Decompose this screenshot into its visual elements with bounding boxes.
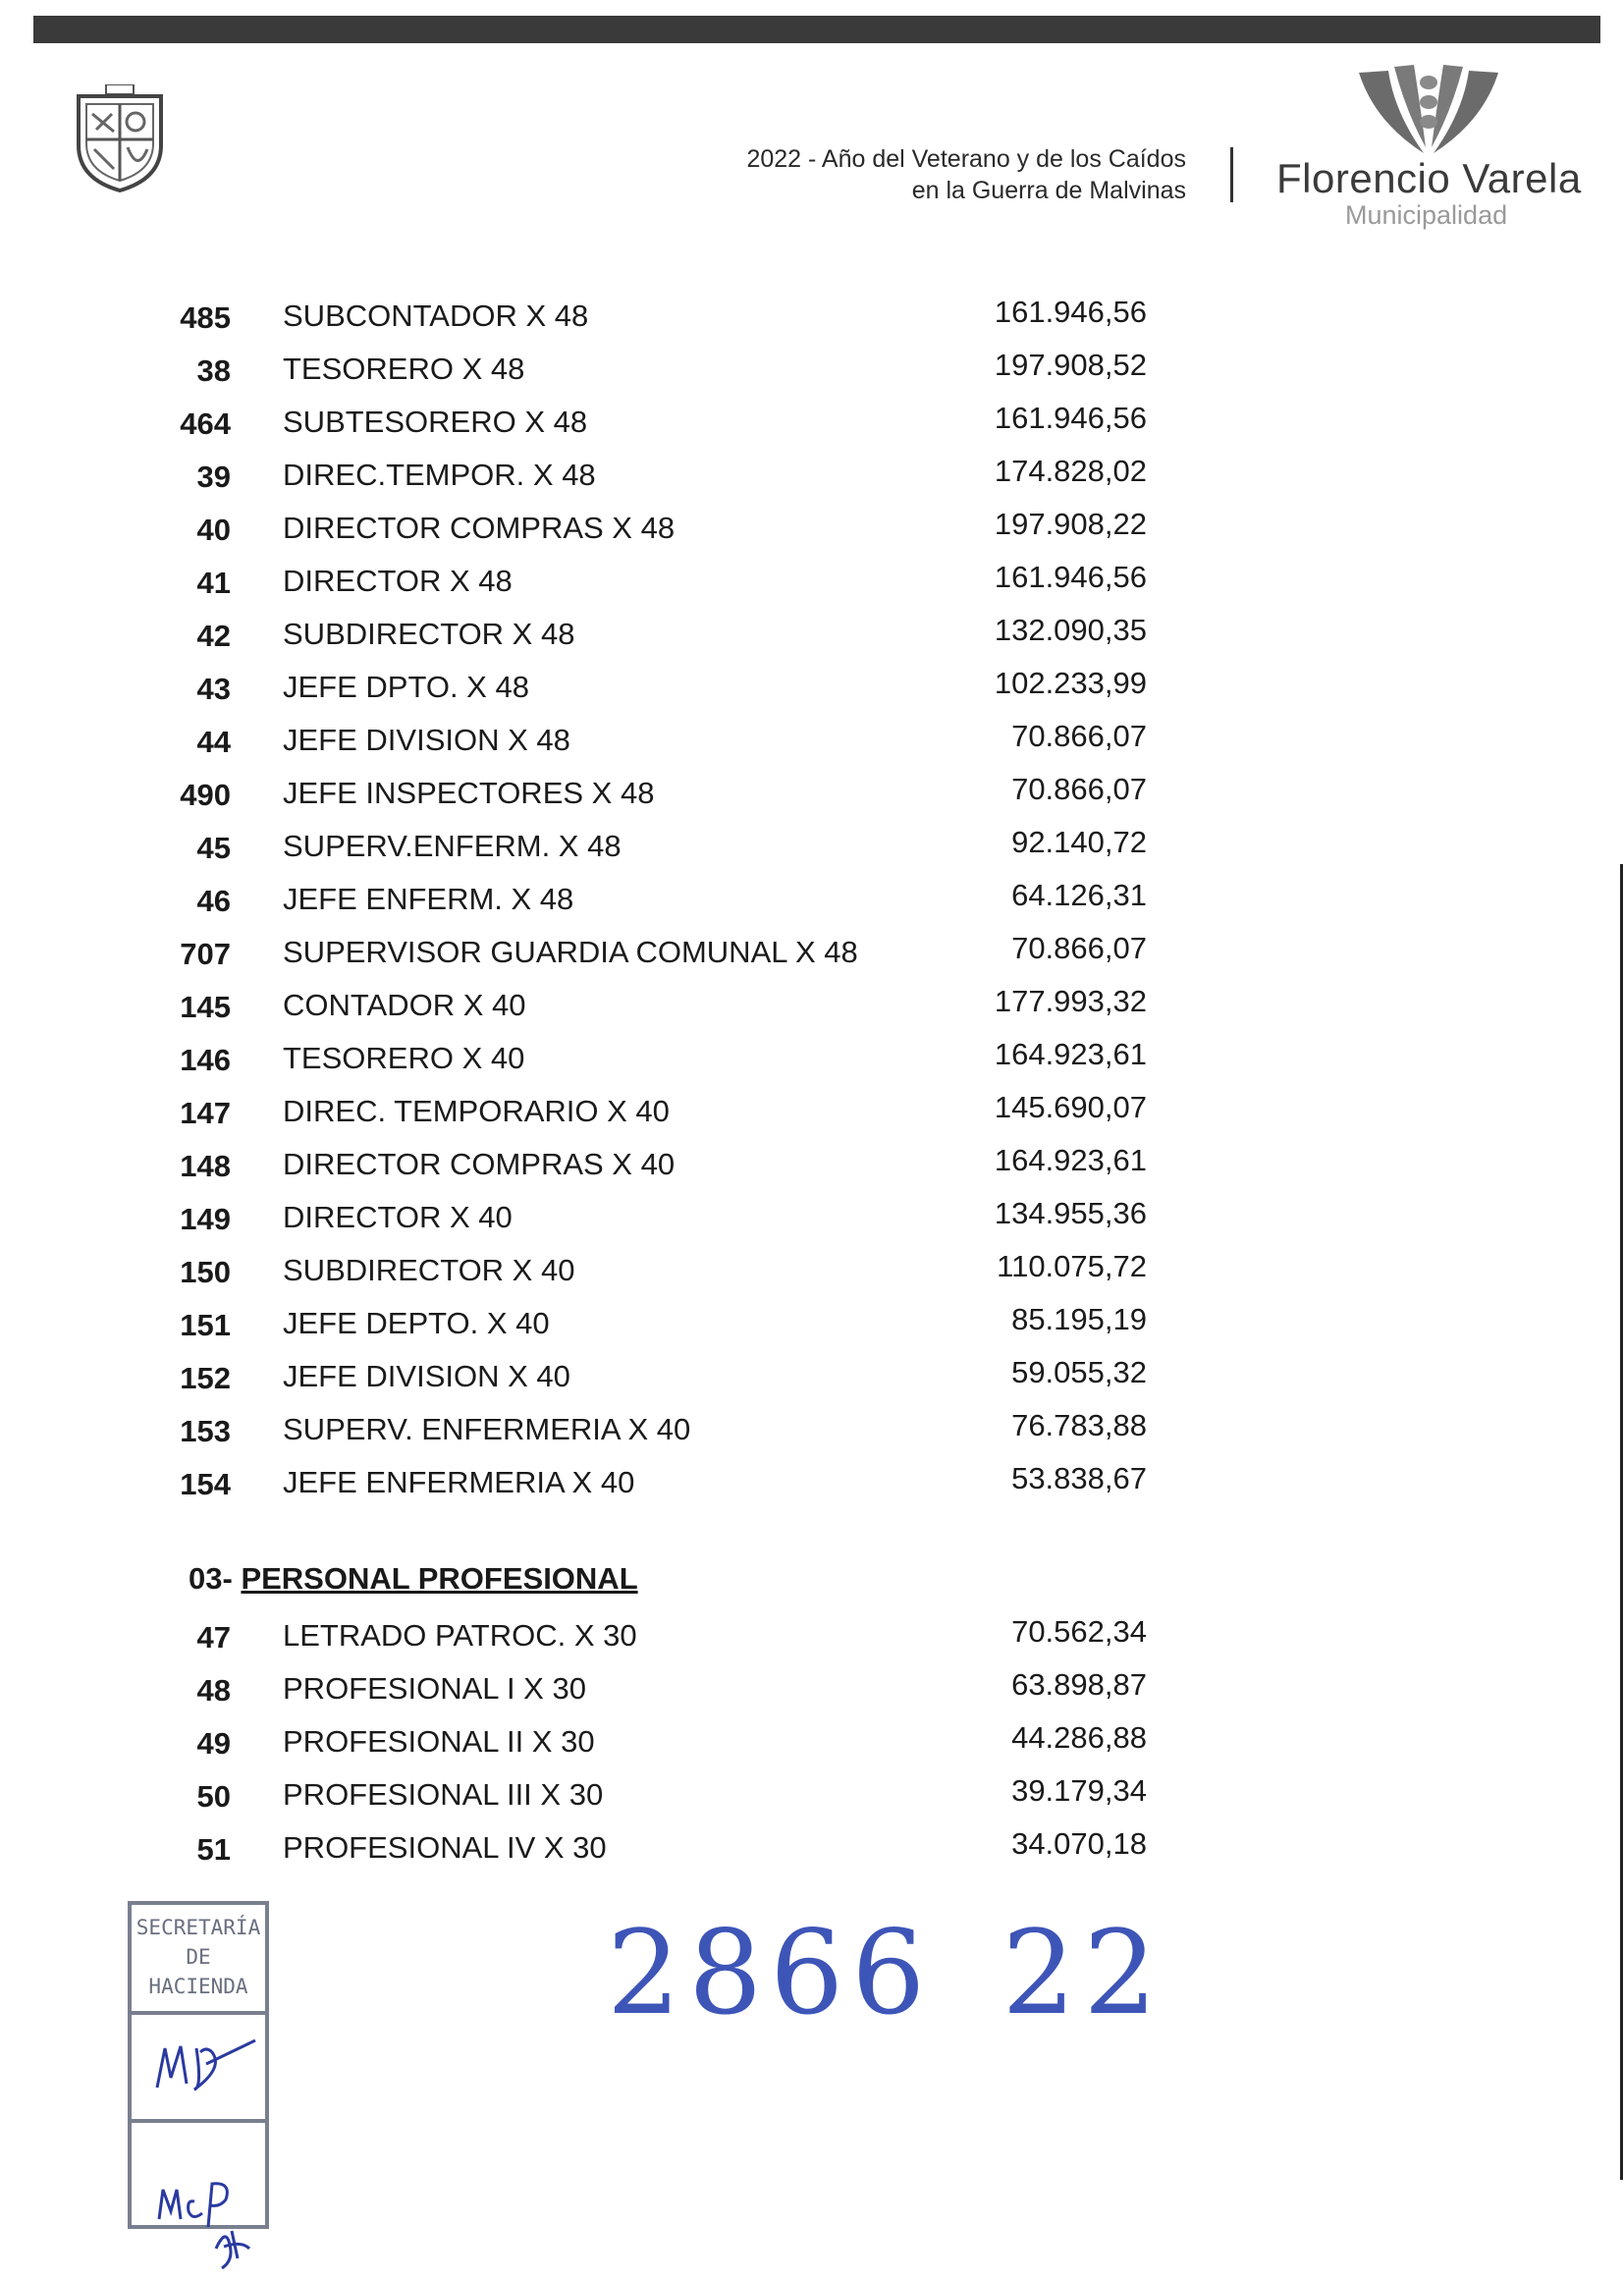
item-description: JEFE DIVISION X 40 [283,1359,570,1393]
list-item [0,1663,1624,1716]
list-item [0,397,1624,450]
list-item [0,662,1624,715]
item-description: PROFESIONAL III X 30 [283,1777,604,1812]
item-code: 45 [196,831,231,865]
item-description: DIREC. TEMPORARIO X 40 [283,1094,670,1128]
item-amount: 164.923,61 [994,1143,1147,1177]
list-item [0,1457,1624,1510]
list-item [0,1351,1624,1404]
item-amount: 70.866,07 [1011,719,1147,753]
item-amount: 44.286,88 [1011,1720,1147,1755]
item-description: SUPERVISOR GUARDIA COMUNAL X 48 [283,935,858,969]
item-code: 48 [196,1673,231,1708]
list-item [0,821,1624,874]
item-code: 152 [180,1361,231,1395]
item-amount: 64.126,31 [1011,878,1147,912]
list-item [0,291,1624,344]
item-code: 148 [180,1149,231,1183]
item-code: 147 [180,1096,231,1130]
item-description: TESORERO X 40 [283,1041,525,1075]
item-description: CONTADOR X 40 [283,988,526,1022]
list-item [0,980,1624,1033]
item-description: SUBCONTADOR X 48 [283,299,589,333]
item-amount: 145.690,07 [994,1090,1147,1124]
item-code: 151 [180,1308,231,1342]
item-code: 485 [180,300,231,335]
document-number-stamp [607,1905,1164,2040]
stamp-line-2: DE [186,1945,211,1969]
list-item [0,609,1624,662]
list-item [0,1404,1624,1457]
item-code: 153 [180,1414,231,1448]
section-heading [189,1561,638,1597]
item-description: DIRECTOR X 48 [283,564,513,598]
item-amount: 177.993,32 [994,984,1147,1018]
section-prefix: 03- [189,1561,233,1596]
item-code: 149 [180,1202,231,1236]
item-description: DIRECTOR COMPRAS X 48 [283,511,676,545]
item-description: SUPERV.ENFERM. X 48 [283,829,622,863]
item-description: JEFE DPTO. X 48 [283,670,529,704]
item-amount: 92.140,72 [1011,825,1147,859]
list-item [0,1610,1624,1663]
item-code: 41 [196,566,231,600]
item-amount: 161.946,56 [994,401,1147,435]
list-item [0,715,1624,768]
item-code: 38 [196,353,231,388]
brand-subtitle: Municipalidad [1345,200,1508,230]
document-year: 22 [1001,1905,1165,2040]
item-amount: 59.055,32 [1011,1355,1147,1389]
stamp-header [132,1905,265,2015]
item-description: SUPERV. ENFERMERIA X 40 [283,1412,691,1446]
item-amount: 70.866,07 [1011,772,1147,806]
item-code: 46 [196,884,231,918]
list-item [0,1192,1624,1245]
list-item [0,1245,1624,1298]
tagline-line-2: en la Guerra de Malvinas [911,177,1186,204]
item-code: 43 [196,672,231,706]
item-code: 150 [180,1255,231,1289]
item-code: 464 [180,407,231,441]
item-code: 40 [196,513,231,547]
document-number: 2866 [607,1905,934,2040]
item-amount: 53.838,67 [1011,1461,1147,1495]
item-code: 154 [180,1467,231,1501]
item-amount: 164.923,61 [994,1037,1147,1071]
item-code: 44 [196,725,231,759]
item-amount: 161.946,56 [994,295,1147,329]
item-amount: 34.070,18 [1011,1826,1147,1861]
item-description: SUBDIRECTOR X 48 [283,617,575,651]
list-item [0,1033,1624,1086]
item-description: LETRADO PATROC. X 30 [283,1618,637,1653]
item-description: TESORERO X 48 [283,352,525,386]
item-amount: 85.195,19 [1011,1302,1147,1336]
item-code: 42 [196,619,231,653]
item-code: 707 [180,937,231,971]
item-amount: 70.866,07 [1011,931,1147,965]
item-code: 47 [196,1620,231,1655]
item-code: 146 [180,1043,231,1077]
item-description: DIRECTOR X 40 [283,1200,513,1234]
list-item [0,1716,1624,1769]
item-amount: 174.828,02 [994,454,1147,488]
list-item [0,1822,1624,1875]
item-amount: 197.908,52 [994,348,1147,382]
scan-edge-line [1620,864,1623,2180]
list-item [0,874,1624,927]
item-code: 50 [196,1779,231,1814]
item-amount: 110.075,72 [997,1249,1147,1283]
item-description: DIREC.TEMPOR. X 48 [283,458,596,492]
item-amount: 132.090,35 [994,613,1147,647]
item-code: 145 [180,990,231,1024]
item-amount: 134.955,36 [994,1196,1147,1230]
item-code: 490 [180,778,231,812]
list-item [0,556,1624,609]
item-amount: 161.946,56 [994,560,1147,594]
item-description: PROFESIONAL II X 30 [283,1724,595,1759]
item-code: 39 [196,460,231,494]
item-amount: 39.179,34 [1011,1773,1147,1808]
list-item [0,1298,1624,1351]
item-amount: 102.233,99 [994,666,1147,700]
item-description: JEFE DIVISION X 48 [283,723,570,757]
brand-name: Florencio Varela [1276,155,1582,201]
list-item [0,344,1624,397]
list-item [0,1769,1624,1822]
list-item [0,450,1624,503]
item-amount: 70.562,34 [1011,1614,1147,1649]
item-description: JEFE ENFERMERIA X 40 [283,1465,635,1499]
item-description: SUBDIRECTOR X 40 [283,1253,575,1287]
item-description: SUBTESORERO X 48 [283,405,588,439]
item-description: DIRECTOR COMPRAS X 40 [283,1147,676,1181]
tagline-line-1: 2022 - Año del Veterano y de los Caídos [746,145,1186,173]
list-item [0,503,1624,556]
stamp-line-3: HACIENDA [148,1975,248,1998]
item-amount: 76.783,88 [1011,1408,1147,1442]
item-description: JEFE DEPTO. X 40 [283,1306,550,1340]
list-item [0,768,1624,821]
list-item [0,927,1624,980]
initials-signature-2 [147,2150,265,2278]
section-title: PERSONAL PROFESIONAL [241,1561,638,1596]
item-description: JEFE ENFERM. X 48 [283,882,574,916]
list-item [0,1086,1624,1139]
item-description: PROFESIONAL I X 30 [283,1671,586,1706]
stamp-line-1: SECRETARÍA [135,1916,261,1939]
item-description: JEFE INSPECTORES X 48 [283,776,655,810]
item-code: 49 [196,1726,231,1761]
item-amount: 197.908,22 [994,507,1147,541]
item-description: PROFESIONAL IV X 30 [283,1830,607,1865]
item-amount: 63.898,87 [1011,1667,1147,1702]
initials-signature-1 [147,2019,265,2107]
list-item [0,1139,1624,1192]
item-code: 51 [196,1832,231,1867]
